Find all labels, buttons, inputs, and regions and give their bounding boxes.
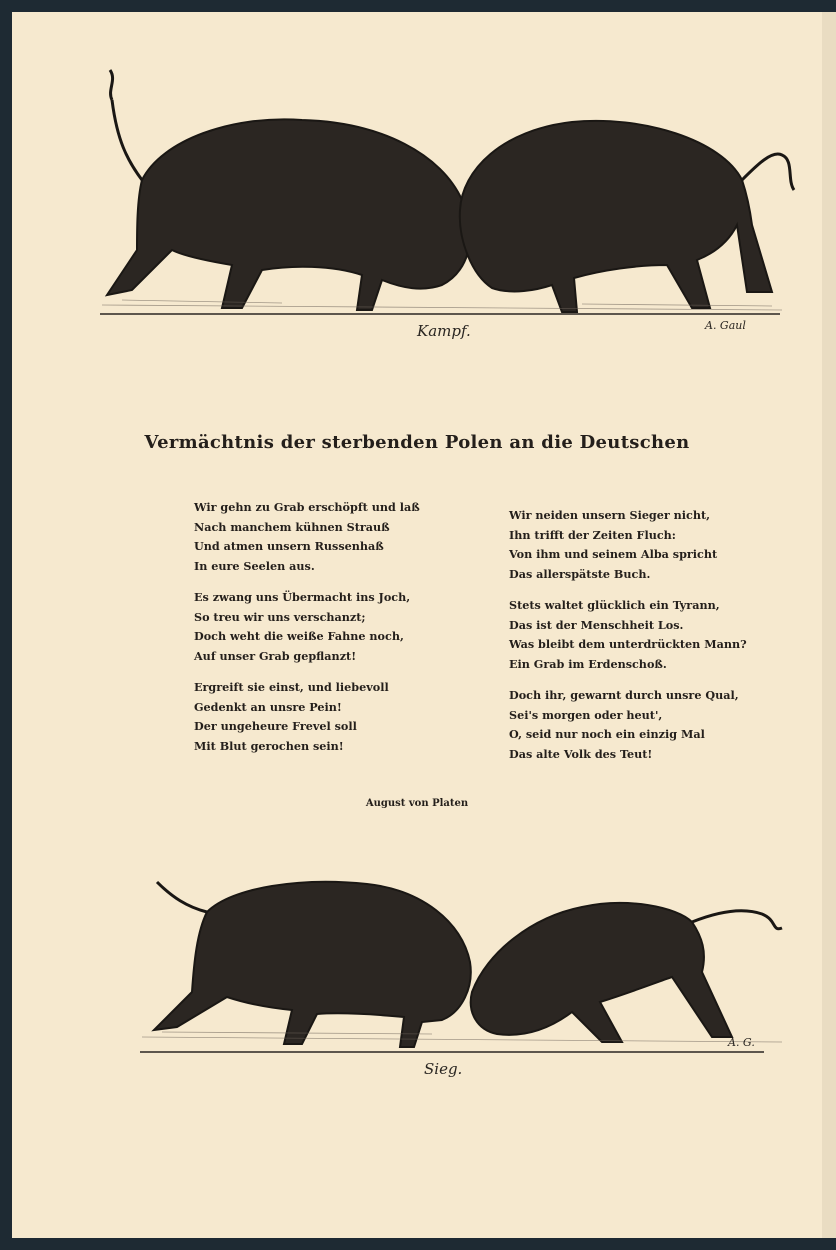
verse-line: Ergreift sie einst, und liebevoll xyxy=(194,680,389,694)
bottom-illustration-bison-victory xyxy=(132,852,792,1052)
verse-line: Auf unser Grab gepflanzt! xyxy=(194,648,357,663)
verse-line: Doch ihr, gewarnt durch unsre Qual, xyxy=(509,688,739,702)
verse-line: Nach manchem kühnen Strauß xyxy=(194,519,390,534)
verse-line: Das alte Volk des Teut! xyxy=(509,746,653,761)
verse-line: Und atmen unsern Russenhaß xyxy=(194,539,384,553)
stanza-5 xyxy=(509,596,747,674)
verse-line: Was bleibt dem unterdrückten Mann? xyxy=(509,637,747,651)
verse-line: Von ihm und seinem Alba spricht xyxy=(509,547,718,561)
stanza-1 xyxy=(194,498,420,576)
verse-line: Mit Blut gerochen sein! xyxy=(194,738,344,753)
verse-line: Sei's morgen oder heut', xyxy=(509,707,663,722)
poem-author: August von Platen xyxy=(365,798,469,809)
stanza-3 xyxy=(194,678,420,756)
top-illustration-bison-fight xyxy=(82,60,802,330)
poem-title: Vermächtnis der sterbenden Polen an die Deutschen xyxy=(144,432,690,453)
verse-line: Ein Grab im Erdenschoß. xyxy=(509,656,667,671)
top-image-signature: A. Gaul xyxy=(705,319,746,332)
bottom-image-signature: A. G. xyxy=(728,1036,755,1049)
verse-line: Der ungeheure Frevel soll xyxy=(194,719,357,733)
verse-line: Wir gehn zu Grab erschöpft und laß xyxy=(194,500,420,514)
verse-line: Stets waltet glücklich ein Tyrann, xyxy=(509,598,720,612)
stanza-6 xyxy=(509,686,747,764)
stanza-4 xyxy=(509,506,747,584)
verse-line: In eure Seelen aus. xyxy=(194,558,315,573)
poem-right-column xyxy=(509,506,747,776)
verse-line: So treu wir uns verschanzt; xyxy=(194,609,366,624)
verse-line: Gedenkt an unsre Pein! xyxy=(194,699,342,714)
verse-line: Ihn trifft der Zeiten Fluch: xyxy=(509,527,676,542)
document-page xyxy=(12,12,822,1238)
stanza-2 xyxy=(194,588,420,666)
verse-line: O, seid nur noch ein einzig Mal xyxy=(509,727,705,741)
verse-line: Das ist der Menschheit Los. xyxy=(509,617,684,632)
verse-line: Wir neiden unsern Sieger nicht, xyxy=(509,508,711,522)
verse-line: Es zwang uns Übermacht ins Joch, xyxy=(194,590,411,604)
page-edge xyxy=(822,12,836,1238)
verse-line: Das allerspätste Buch. xyxy=(509,566,651,581)
verse-line: Doch weht die weiße Fahne noch, xyxy=(194,629,404,643)
bottom-image-caption: Sieg. xyxy=(424,1060,463,1078)
top-image-caption: Kampf. xyxy=(417,322,471,340)
poem-left-column xyxy=(194,498,420,768)
